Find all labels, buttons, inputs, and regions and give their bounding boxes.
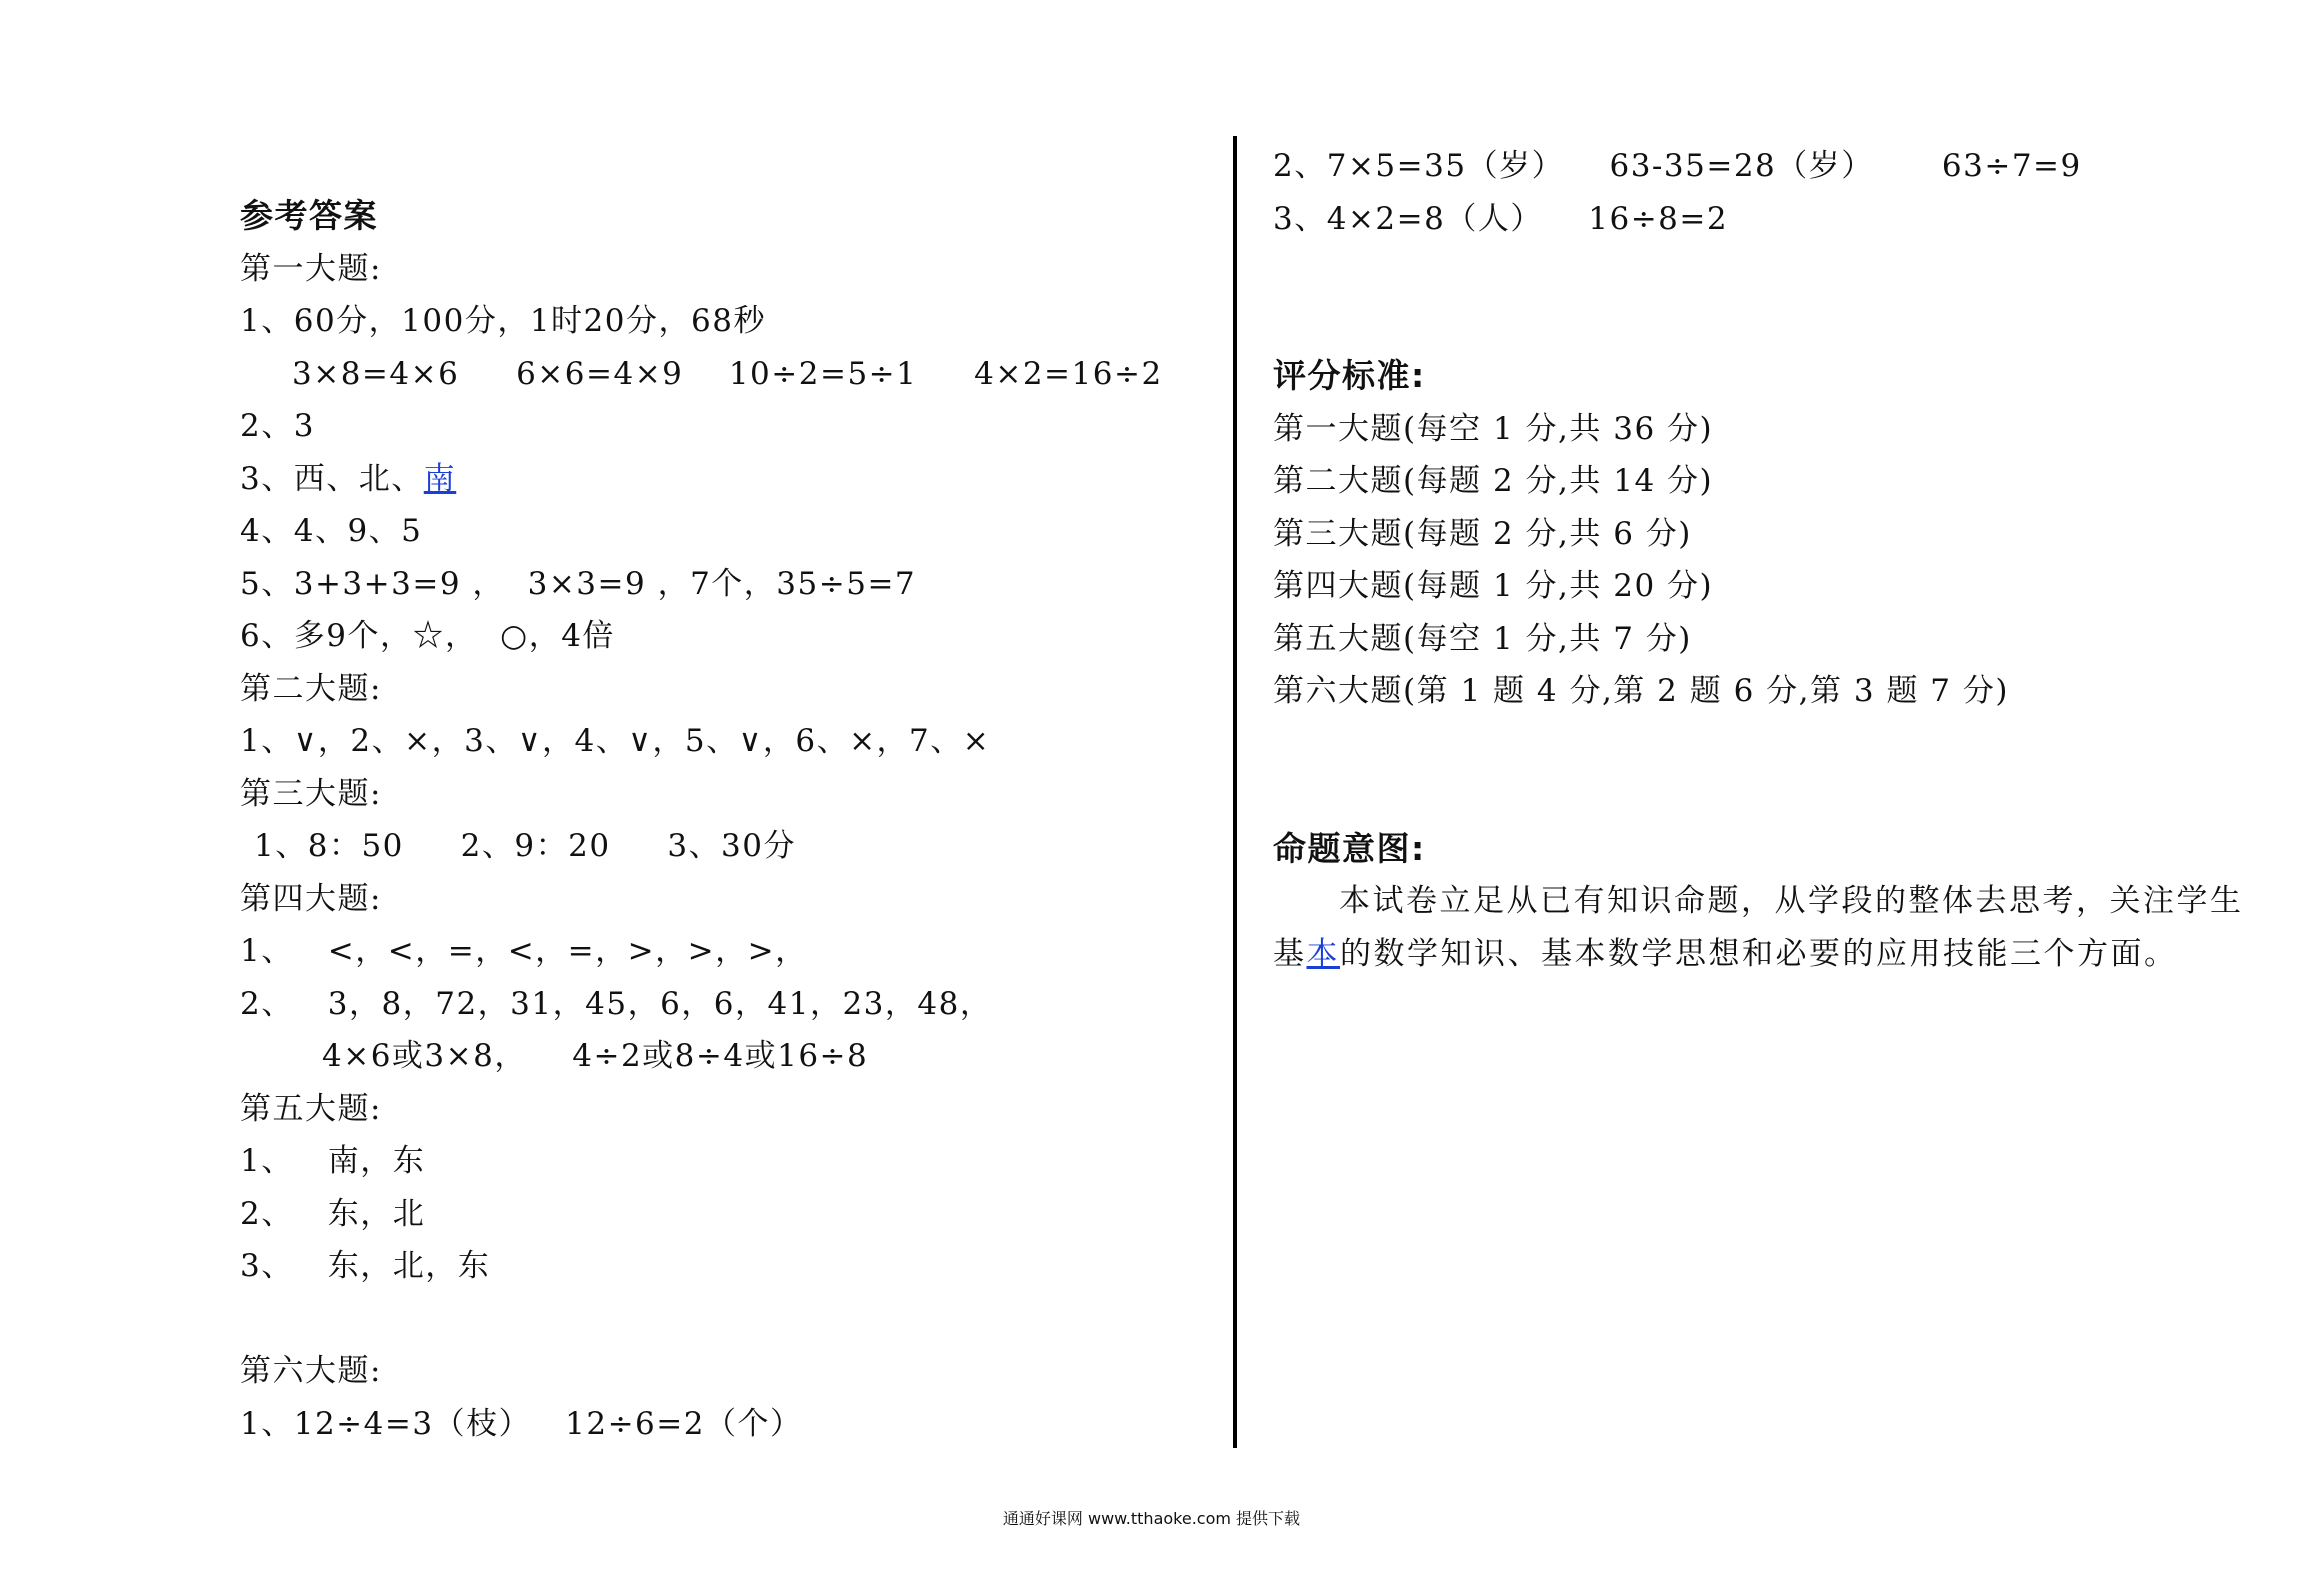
spacer	[1273, 770, 2253, 823]
intent-text-1: 本试卷立足从已有知识命题，从学段的整体去思考，关注学生基	[1273, 883, 2244, 972]
s1-answer-3	[240, 453, 1170, 506]
scoring-item: 第五大题(每空 1 分,共 7 分)	[1273, 620, 1692, 657]
s6-answer-1: 1、12÷4=3（枝） 12÷6=2（个）	[240, 1405, 803, 1442]
s1-answer-2: 2、3	[240, 408, 315, 444]
answer-key-right-column	[1273, 140, 2253, 980]
scoring-heading: 评分标准:	[1273, 356, 1426, 395]
scoring-item: 第二大题(每题 2 分,共 14 分)	[1273, 463, 1714, 499]
answer-key-left-column	[240, 190, 1170, 1450]
s1-answer-1-equations: 3×8=4×6 6×6=4×9 10÷2=5÷1 4×2=16÷2	[292, 355, 1163, 392]
s1-answer-4: 4、4、9、5	[240, 513, 423, 549]
s5-answer-1: 1、 南，东	[240, 1143, 426, 1179]
spacer	[1273, 718, 2253, 771]
intent-heading: 命题意图:	[1273, 828, 1426, 868]
intent-paragraph	[1273, 875, 2253, 980]
basic-link[interactable]: 本	[1306, 935, 1340, 972]
spacer	[240, 1293, 1170, 1346]
s4-answer-2-continued: 4×6或3×8， 4÷2或8÷4或16÷8	[322, 1038, 869, 1074]
s2-answers: 1、∨，2、×，3、∨，4、∨，5、∨，6、×，7、×	[240, 723, 991, 759]
south-link[interactable]: 南	[423, 460, 457, 497]
section-1-heading: 第一大题:	[240, 250, 382, 287]
s1-answer-1: 1、60分，100分，1时20分，68秒	[240, 303, 766, 339]
scoring-item: 第一大题(每空 1 分,共 36 分)	[1273, 410, 1714, 447]
s1-answer-6: 6、多9个，☆， ○，4倍	[240, 618, 615, 654]
page-footer: 通通好课网 www.tthaoke.com 提供下载	[1002, 1509, 1301, 1528]
spacer	[1273, 245, 2253, 298]
spacer	[1273, 298, 2253, 351]
s4-answer-2: 2、 3，8，72，31，45，6，6，41，23，48，	[240, 985, 993, 1022]
intent-text-2: 的数学知识、基本数学思想和必要的应用技能三个方面。	[1340, 935, 2178, 972]
scoring-item: 第四大题(每题 1 分,共 20 分)	[1273, 568, 1714, 604]
section-2-heading: 第二大题:	[240, 670, 382, 707]
s3-answers: 1、8：50 2、9：20 3、30分	[254, 828, 796, 864]
section-6-heading: 第六大题:	[240, 1353, 382, 1389]
s1-answer-3-text: 3、西、北、	[240, 460, 424, 497]
s6-answer-2: 2、7×5=35（岁） 63-35=28（岁） 63÷7=9	[1273, 148, 2082, 184]
s1-answer-5: 5、3+3+3=9 ， 3×3=9 ，7个，35÷5=7	[240, 565, 917, 602]
s4-answer-1: 1、 <，<，=，<，=，>，>，>，	[240, 933, 808, 969]
column-divider	[1233, 136, 1237, 1448]
scoring-item: 第六大题(第 1 题 4 分,第 2 题 6 分,第 3 题 7 分)	[1273, 673, 2009, 709]
scoring-item: 第三大题(每题 2 分,共 6 分)	[1273, 515, 1692, 552]
answer-key-title: 参考答案	[240, 196, 378, 235]
section-3-heading: 第三大题:	[240, 775, 382, 812]
section-4-heading: 第四大题:	[240, 880, 382, 917]
s6-answer-3: 3、4×2=8（人） 16÷8=2	[1273, 200, 1729, 237]
s5-answer-3: 3、 东，北，东	[240, 1248, 491, 1284]
section-5-heading: 第五大题:	[240, 1090, 382, 1127]
s5-answer-2: 2、 东，北	[240, 1195, 426, 1232]
